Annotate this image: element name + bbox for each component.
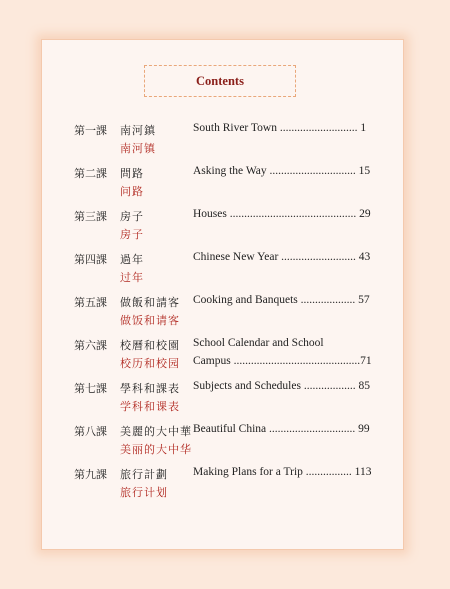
lesson-title-english: Making Plans for a Trip ................ 113 xyxy=(193,466,372,478)
lesson-entry xyxy=(42,335,403,375)
lesson-entry xyxy=(42,206,403,246)
lesson-number: 第三課 xyxy=(74,210,107,223)
lesson-title-simplified: 房子 xyxy=(120,228,144,241)
lesson-title-simplified: 做饭和请客 xyxy=(120,314,180,327)
lesson-number: 第六課 xyxy=(74,339,107,352)
lesson-entry xyxy=(42,120,403,160)
lesson-number: 第七課 xyxy=(74,382,107,395)
lesson-title-traditional: 美麗的大中華 xyxy=(120,425,192,438)
lesson-title-traditional: 問路 xyxy=(120,167,144,180)
contents-page xyxy=(42,40,403,549)
lesson-number: 第五課 xyxy=(74,296,107,309)
lesson-title-traditional: 校曆和校園 xyxy=(120,339,180,352)
lesson-entry xyxy=(42,421,403,461)
lesson-title-traditional: 旅行計劃 xyxy=(120,468,168,481)
lesson-title-simplified: 学科和课表 xyxy=(120,400,180,413)
contents-title: Contents xyxy=(144,65,296,97)
lesson-title-simplified: 旅行计划 xyxy=(120,486,168,499)
lesson-title-english-continued: Campus ............................................71 xyxy=(193,355,372,367)
lesson-title-traditional: 學科和課表 xyxy=(120,382,180,395)
lesson-title-english: School Calendar and School xyxy=(193,337,324,349)
lesson-title-english: Asking the Way .............................. 15 xyxy=(193,165,371,177)
lesson-entry xyxy=(42,249,403,289)
lesson-number: 第一課 xyxy=(74,124,107,137)
lesson-title-simplified: 问路 xyxy=(120,185,144,198)
lesson-title-simplified: 美丽的大中华 xyxy=(120,443,192,456)
lesson-entry xyxy=(42,464,403,504)
lesson-entry xyxy=(42,292,403,332)
lesson-title-english: Chinese New Year .......................... 43 xyxy=(193,251,371,263)
lesson-number: 第四課 xyxy=(74,253,107,266)
lesson-title-english: Houses ............................................ 29 xyxy=(193,208,371,220)
lesson-title-traditional: 房子 xyxy=(120,210,144,223)
lesson-number: 第二課 xyxy=(74,167,107,180)
lesson-title-english: Cooking and Banquets ................... 57 xyxy=(193,294,370,306)
lesson-title-simplified: 南河镇 xyxy=(120,142,156,155)
lesson-title-english: Beautiful China .............................. 99 xyxy=(193,423,370,435)
lesson-number: 第九課 xyxy=(74,468,107,481)
lesson-title-english: South River Town ........................... 1 xyxy=(193,122,367,134)
lesson-entry xyxy=(42,378,403,418)
lesson-title-simplified: 校历和校园 xyxy=(120,357,180,370)
lesson-title-traditional: 南河鎮 xyxy=(120,124,156,137)
lesson-title-traditional: 過年 xyxy=(120,253,144,266)
lesson-title-traditional: 做飯和請客 xyxy=(120,296,180,309)
lesson-entry xyxy=(42,163,403,203)
lesson-title-simplified: 过年 xyxy=(120,271,144,284)
lesson-title-english: Subjects and Schedules .................. 85 xyxy=(193,380,370,392)
lesson-number: 第八課 xyxy=(74,425,107,438)
